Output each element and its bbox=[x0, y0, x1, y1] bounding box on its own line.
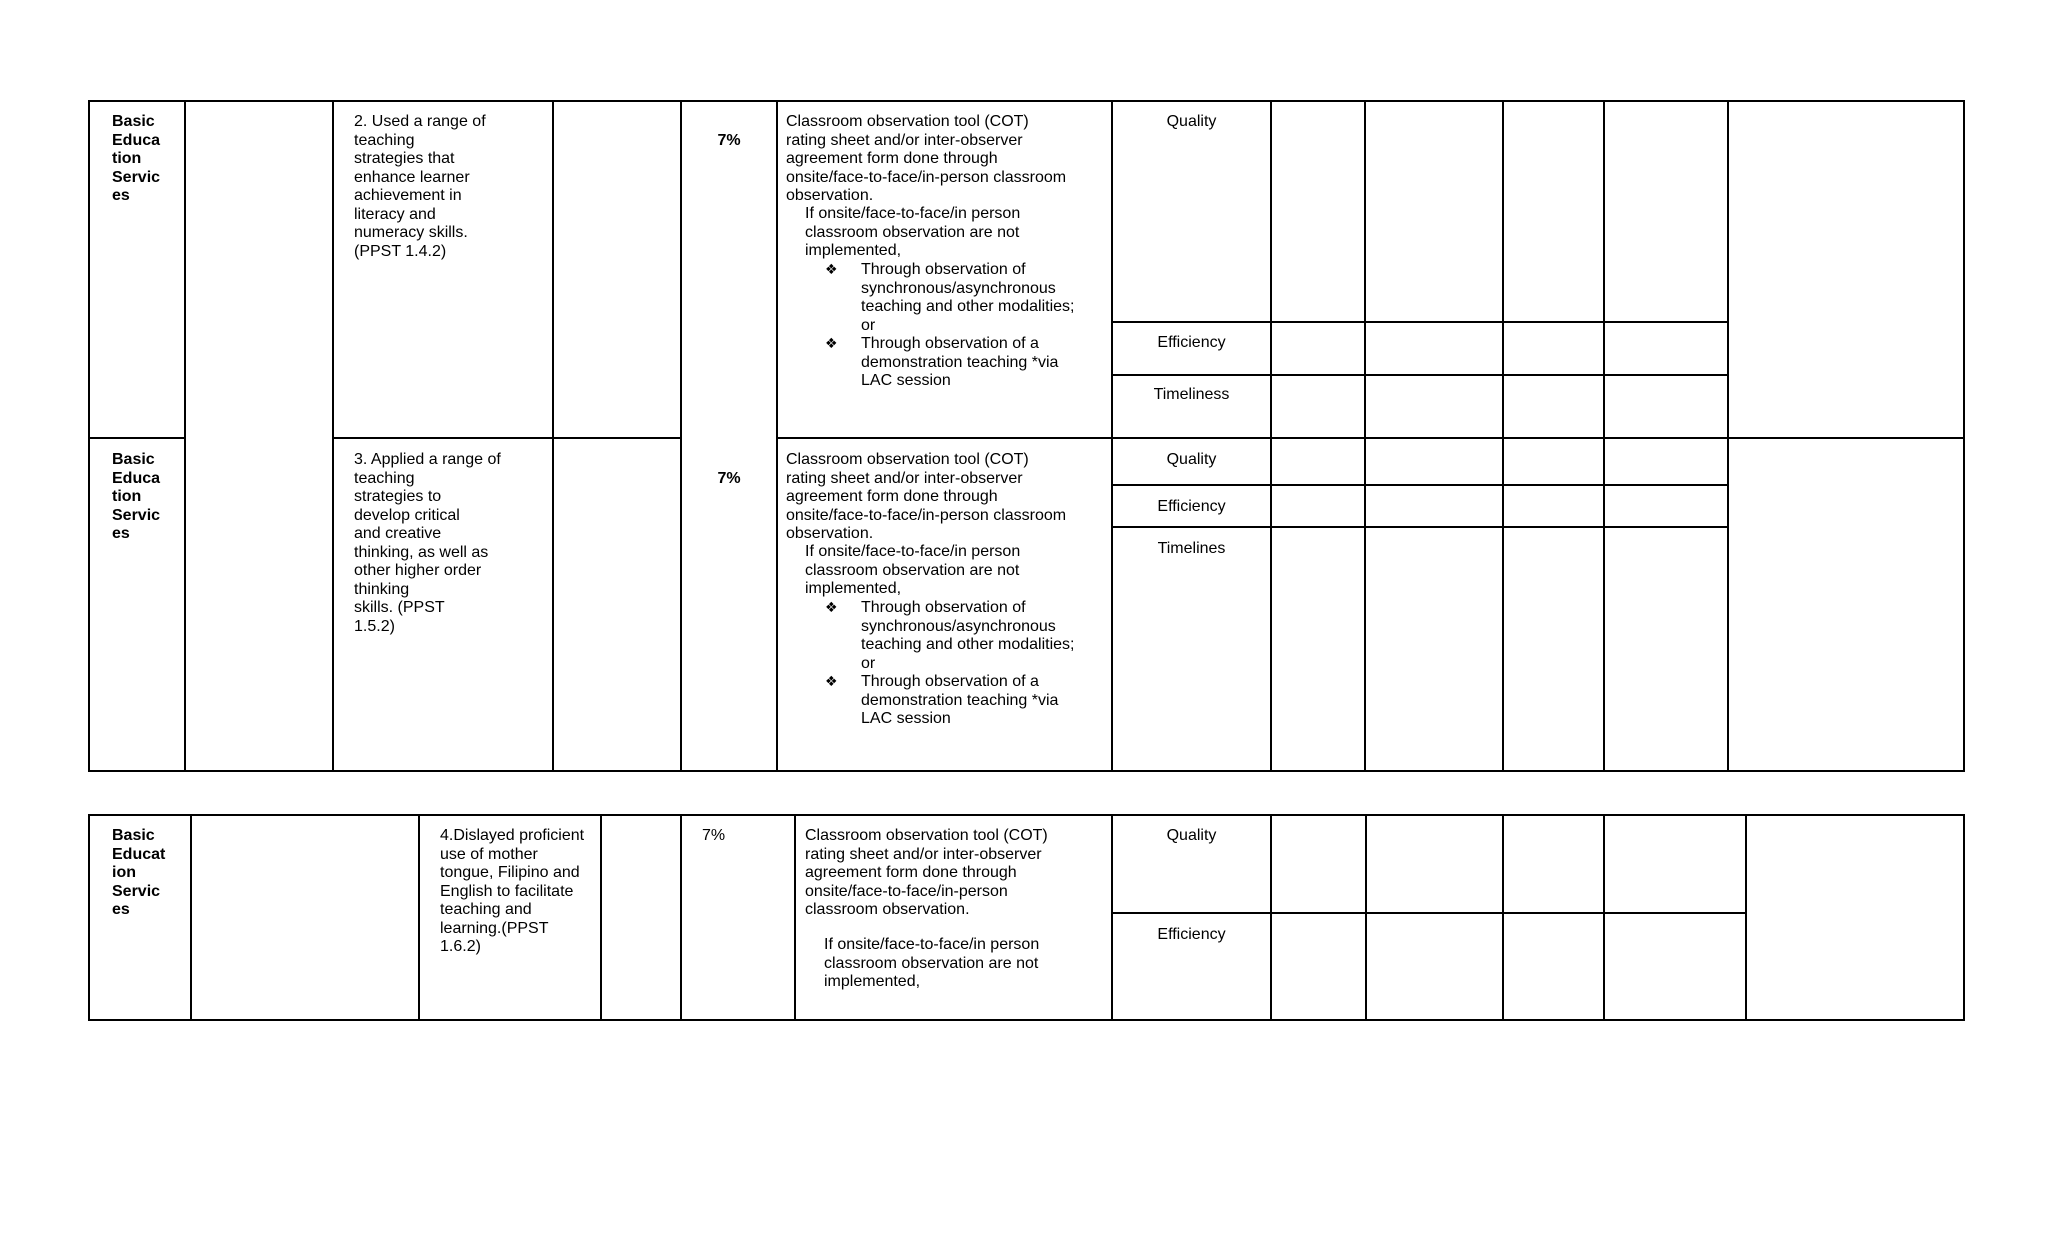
dimension-efficiency: Efficiency bbox=[1157, 498, 1226, 515]
table1-divider bbox=[1727, 100, 1729, 772]
table2-divider bbox=[1745, 814, 1747, 1021]
mov-condition: If onsite/face-to-face/in person classroom observation are not implemented, bbox=[805, 205, 1021, 259]
table2-divider bbox=[1502, 814, 1504, 1021]
table1-row-divider bbox=[776, 437, 1965, 439]
table1-divider bbox=[680, 100, 682, 772]
kra-label: Basic Educa tion Servic es bbox=[112, 113, 161, 204]
dimension-quality: Quality bbox=[1166, 827, 1217, 844]
table1-subrow-divider bbox=[1111, 374, 1728, 376]
table1-divider bbox=[1603, 100, 1605, 772]
kra-label: Basic Educat ion Servic es bbox=[112, 827, 166, 918]
table1-row-divider bbox=[332, 437, 682, 439]
dimension-efficiency: Efficiency bbox=[1157, 926, 1226, 943]
table2-divider bbox=[190, 814, 192, 1021]
dimension-quality: Quality bbox=[1166, 113, 1217, 130]
table2-divider bbox=[1270, 814, 1272, 1021]
dimension-timelines: Timelines bbox=[1157, 540, 1226, 557]
table1-subrow-divider bbox=[1111, 526, 1728, 528]
objective-text: 4.Dislayed proficient use of mother tongue, Filipino and English to facilitate teaching and learning.(PPST 1.6.2) bbox=[440, 827, 585, 955]
table1-divider bbox=[1364, 100, 1366, 772]
table1-subrow-divider bbox=[1111, 484, 1728, 486]
table1-divider bbox=[1502, 100, 1504, 772]
table1-divider bbox=[552, 100, 554, 772]
table2-subrow-divider bbox=[1111, 912, 1746, 914]
table2-divider bbox=[1603, 814, 1605, 1021]
weight-value: 7% bbox=[717, 470, 741, 487]
means-of-verification: Classroom observation tool (COT) rating sheet and/or inter-observer agreement form done through onsite/face-to-face/in-person classroom observation. bbox=[805, 827, 1048, 918]
dimension-timeliness: Timeliness bbox=[1153, 386, 1230, 403]
dimension-efficiency: Efficiency bbox=[1157, 334, 1226, 351]
diamond-bullet-icon: ❖ bbox=[825, 674, 838, 690]
mov-bullet-list: ❖ Through observation of synchronous/asynchronous teaching and other modalities; or ❖ Through observation of a demonstration teaching *via LAC session bbox=[825, 261, 1075, 389]
means-of-verification: Classroom observation tool (COT) rating sheet and/or inter-observer agreement form done through onsite/face-to-face/in-person classroom observation. bbox=[786, 113, 1067, 204]
weight-value: 7% bbox=[702, 827, 726, 844]
table1-divider bbox=[1111, 100, 1113, 772]
table1-divider bbox=[776, 100, 778, 772]
dimension-quality: Quality bbox=[1166, 451, 1217, 468]
table1-row-divider bbox=[88, 437, 185, 439]
kra-label: Basic Educa tion Servic es bbox=[112, 451, 161, 542]
table2-divider bbox=[418, 814, 420, 1021]
table2-divider bbox=[794, 814, 796, 1021]
table1-divider bbox=[332, 100, 334, 772]
means-of-verification: Classroom observation tool (COT) rating sheet and/or inter-observer agreement form done through onsite/face-to-face/in-person classroom observation. bbox=[786, 451, 1067, 542]
table2-divider bbox=[1365, 814, 1367, 1021]
table1-divider bbox=[1270, 100, 1272, 772]
table2-divider bbox=[680, 814, 682, 1021]
objective-text: 2. Used a range of teaching strategies that enhance learner achievement in literacy and numeracy skills. (PPST 1.4.2) bbox=[354, 113, 486, 260]
table1-subrow-divider bbox=[1111, 321, 1728, 323]
mov-condition: If onsite/face-to-face/in person classroom observation are not implemented, bbox=[824, 936, 1040, 990]
diamond-bullet-icon: ❖ bbox=[825, 262, 838, 278]
diamond-bullet-icon: ❖ bbox=[825, 600, 838, 616]
table1-divider bbox=[184, 100, 186, 772]
mov-bullet-list: ❖ Through observation of synchronous/asynchronous teaching and other modalities; or ❖ Through observation of a demonstration teaching *via LAC session bbox=[825, 599, 1075, 727]
table2-divider bbox=[600, 814, 602, 1021]
diamond-bullet-icon: ❖ bbox=[825, 336, 838, 352]
mov-condition: If onsite/face-to-face/in person classroom observation are not implemented, bbox=[805, 543, 1021, 597]
objective-text: 3. Applied a range of teaching strategies to develop critical and creative thinking, as well as other higher order thinking skills. (PPST 1.5.2) bbox=[354, 451, 501, 635]
weight-value: 7% bbox=[717, 132, 741, 149]
